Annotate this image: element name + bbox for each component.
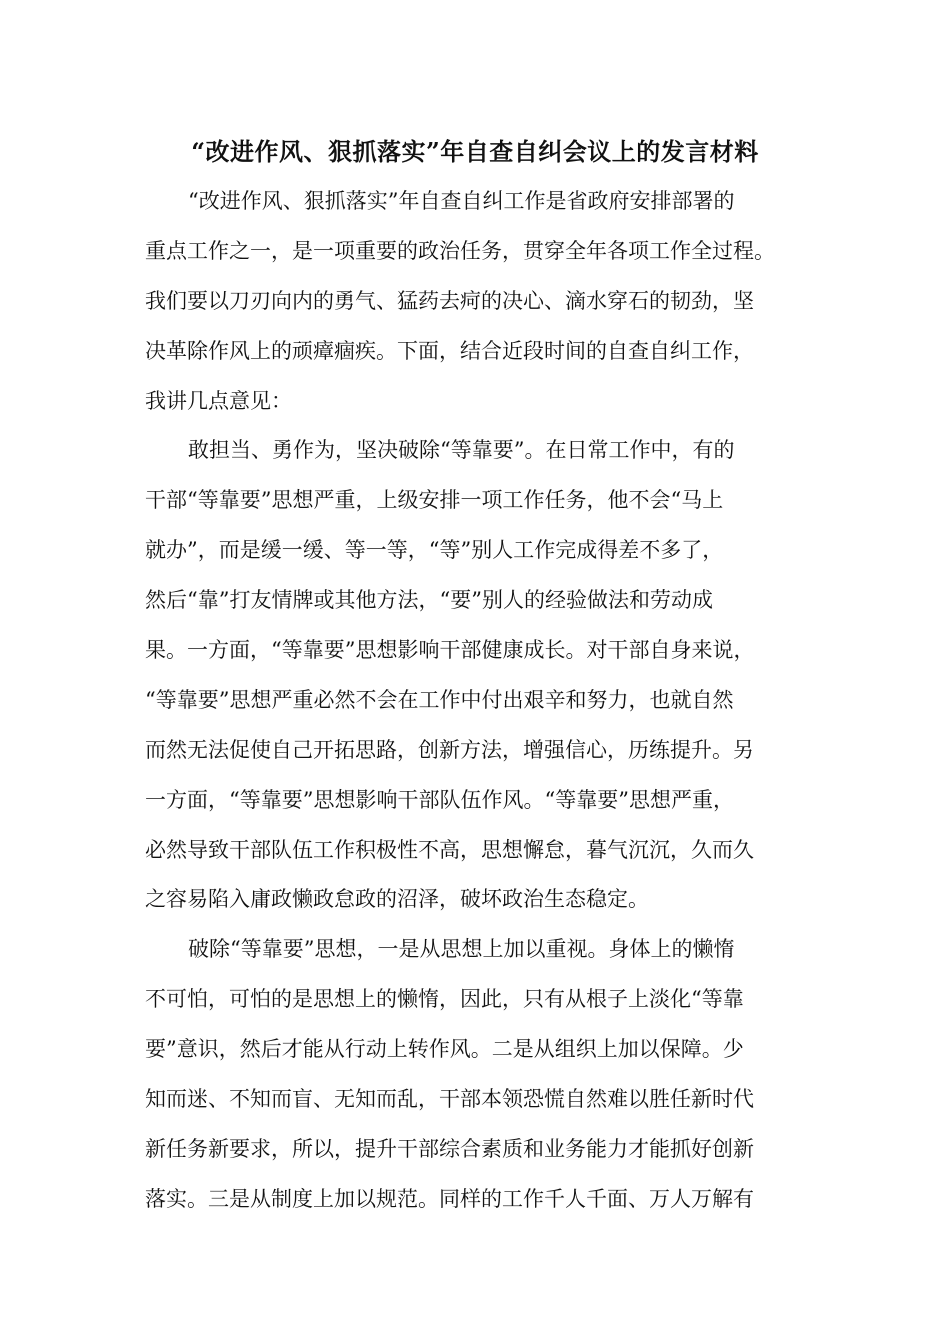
- paragraph-2-line-1: 敢担当、勇作为，坚决破除“等靠要”。在日常工作中，有的: [188, 438, 735, 462]
- paragraph-2-line-5: 果。一方面，“等靠要”思想影响干部健康成长。对干部自身来说，: [145, 638, 755, 662]
- paragraph-3-line-2: 不可怕，可怕的是思想上的懒惰，因此，只有从根子上淡化“等靠: [145, 987, 744, 1011]
- paragraph-2-line-6: “等靠要”思想严重必然不会在工作中付出艰辛和努力，也就自然: [145, 688, 734, 712]
- paragraph-3-line-3: 要”意识，然后才能从行动上转作风。二是从组织上加以保障。少: [145, 1037, 744, 1061]
- paragraph-3-line-5: 新任务新要求，所以，提升干部综合素质和业务能力才能抓好创新: [145, 1137, 754, 1161]
- paragraph-1-line-4: 决革除作风上的顽瘴痼疾。下面，结合近段时间的自查自纠工作，: [145, 339, 754, 363]
- paragraph-1-line-5: 我讲几点意见：: [145, 389, 292, 413]
- paragraph-2-line-8: 一方面，“等靠要”思想影响干部队伍作风。“等靠要”思想严重，: [145, 788, 734, 812]
- paragraph-1-line-1: “改进作风、狠抓落实”年自查自纠工作是省政府安排部署的: [188, 189, 735, 213]
- document-title: “改进作风、狠抓落实”年自查自纠会议上的发言材料: [191, 137, 759, 166]
- paragraph-1-line-2: 重点工作之一，是一项重要的政治任务，贯穿全年各项工作全过程。: [145, 239, 775, 263]
- paragraph-2-line-7: 而然无法促使自己开拓思路，创新方法，增强信心，历练提升。另: [145, 738, 754, 762]
- paragraph-2-line-4: 然后“靠”打友情牌或其他方法，“要”别人的经验做法和劳动成: [145, 588, 713, 612]
- paragraph-2-line-9: 必然导致干部队伍工作积极性不高，思想懈怠，暮气沉沉，久而久: [145, 838, 754, 862]
- paragraph-3-line-4: 知而迷、不知而盲、无知而乱，干部本领恐慌自然难以胜任新时代: [145, 1087, 754, 1111]
- paragraph-2-line-2: 干部“等靠要”思想严重，上级安排一项工作任务，他不会“马上: [145, 488, 724, 512]
- paragraph-2-line-3: 就办”，而是缓一缓、等一等，“等”别人工作完成得差不多了，: [145, 538, 724, 562]
- paragraph-2-line-10: 之容易陷入庸政懒政怠政的沼泽，破坏政治生态稳定。: [145, 887, 649, 911]
- paragraph-1-line-3: 我们要以刀刃向内的勇气、猛药去疴的决心、滴水穿石的韧劲，坚: [145, 289, 754, 313]
- paragraph-3-line-1: 破除“等靠要”思想，一是从思想上加以重视。身体上的懒惰: [188, 937, 735, 961]
- paragraph-3-line-6: 落实。三是从制度上加以规范。同样的工作千人千面、万人万解有: [145, 1187, 754, 1211]
